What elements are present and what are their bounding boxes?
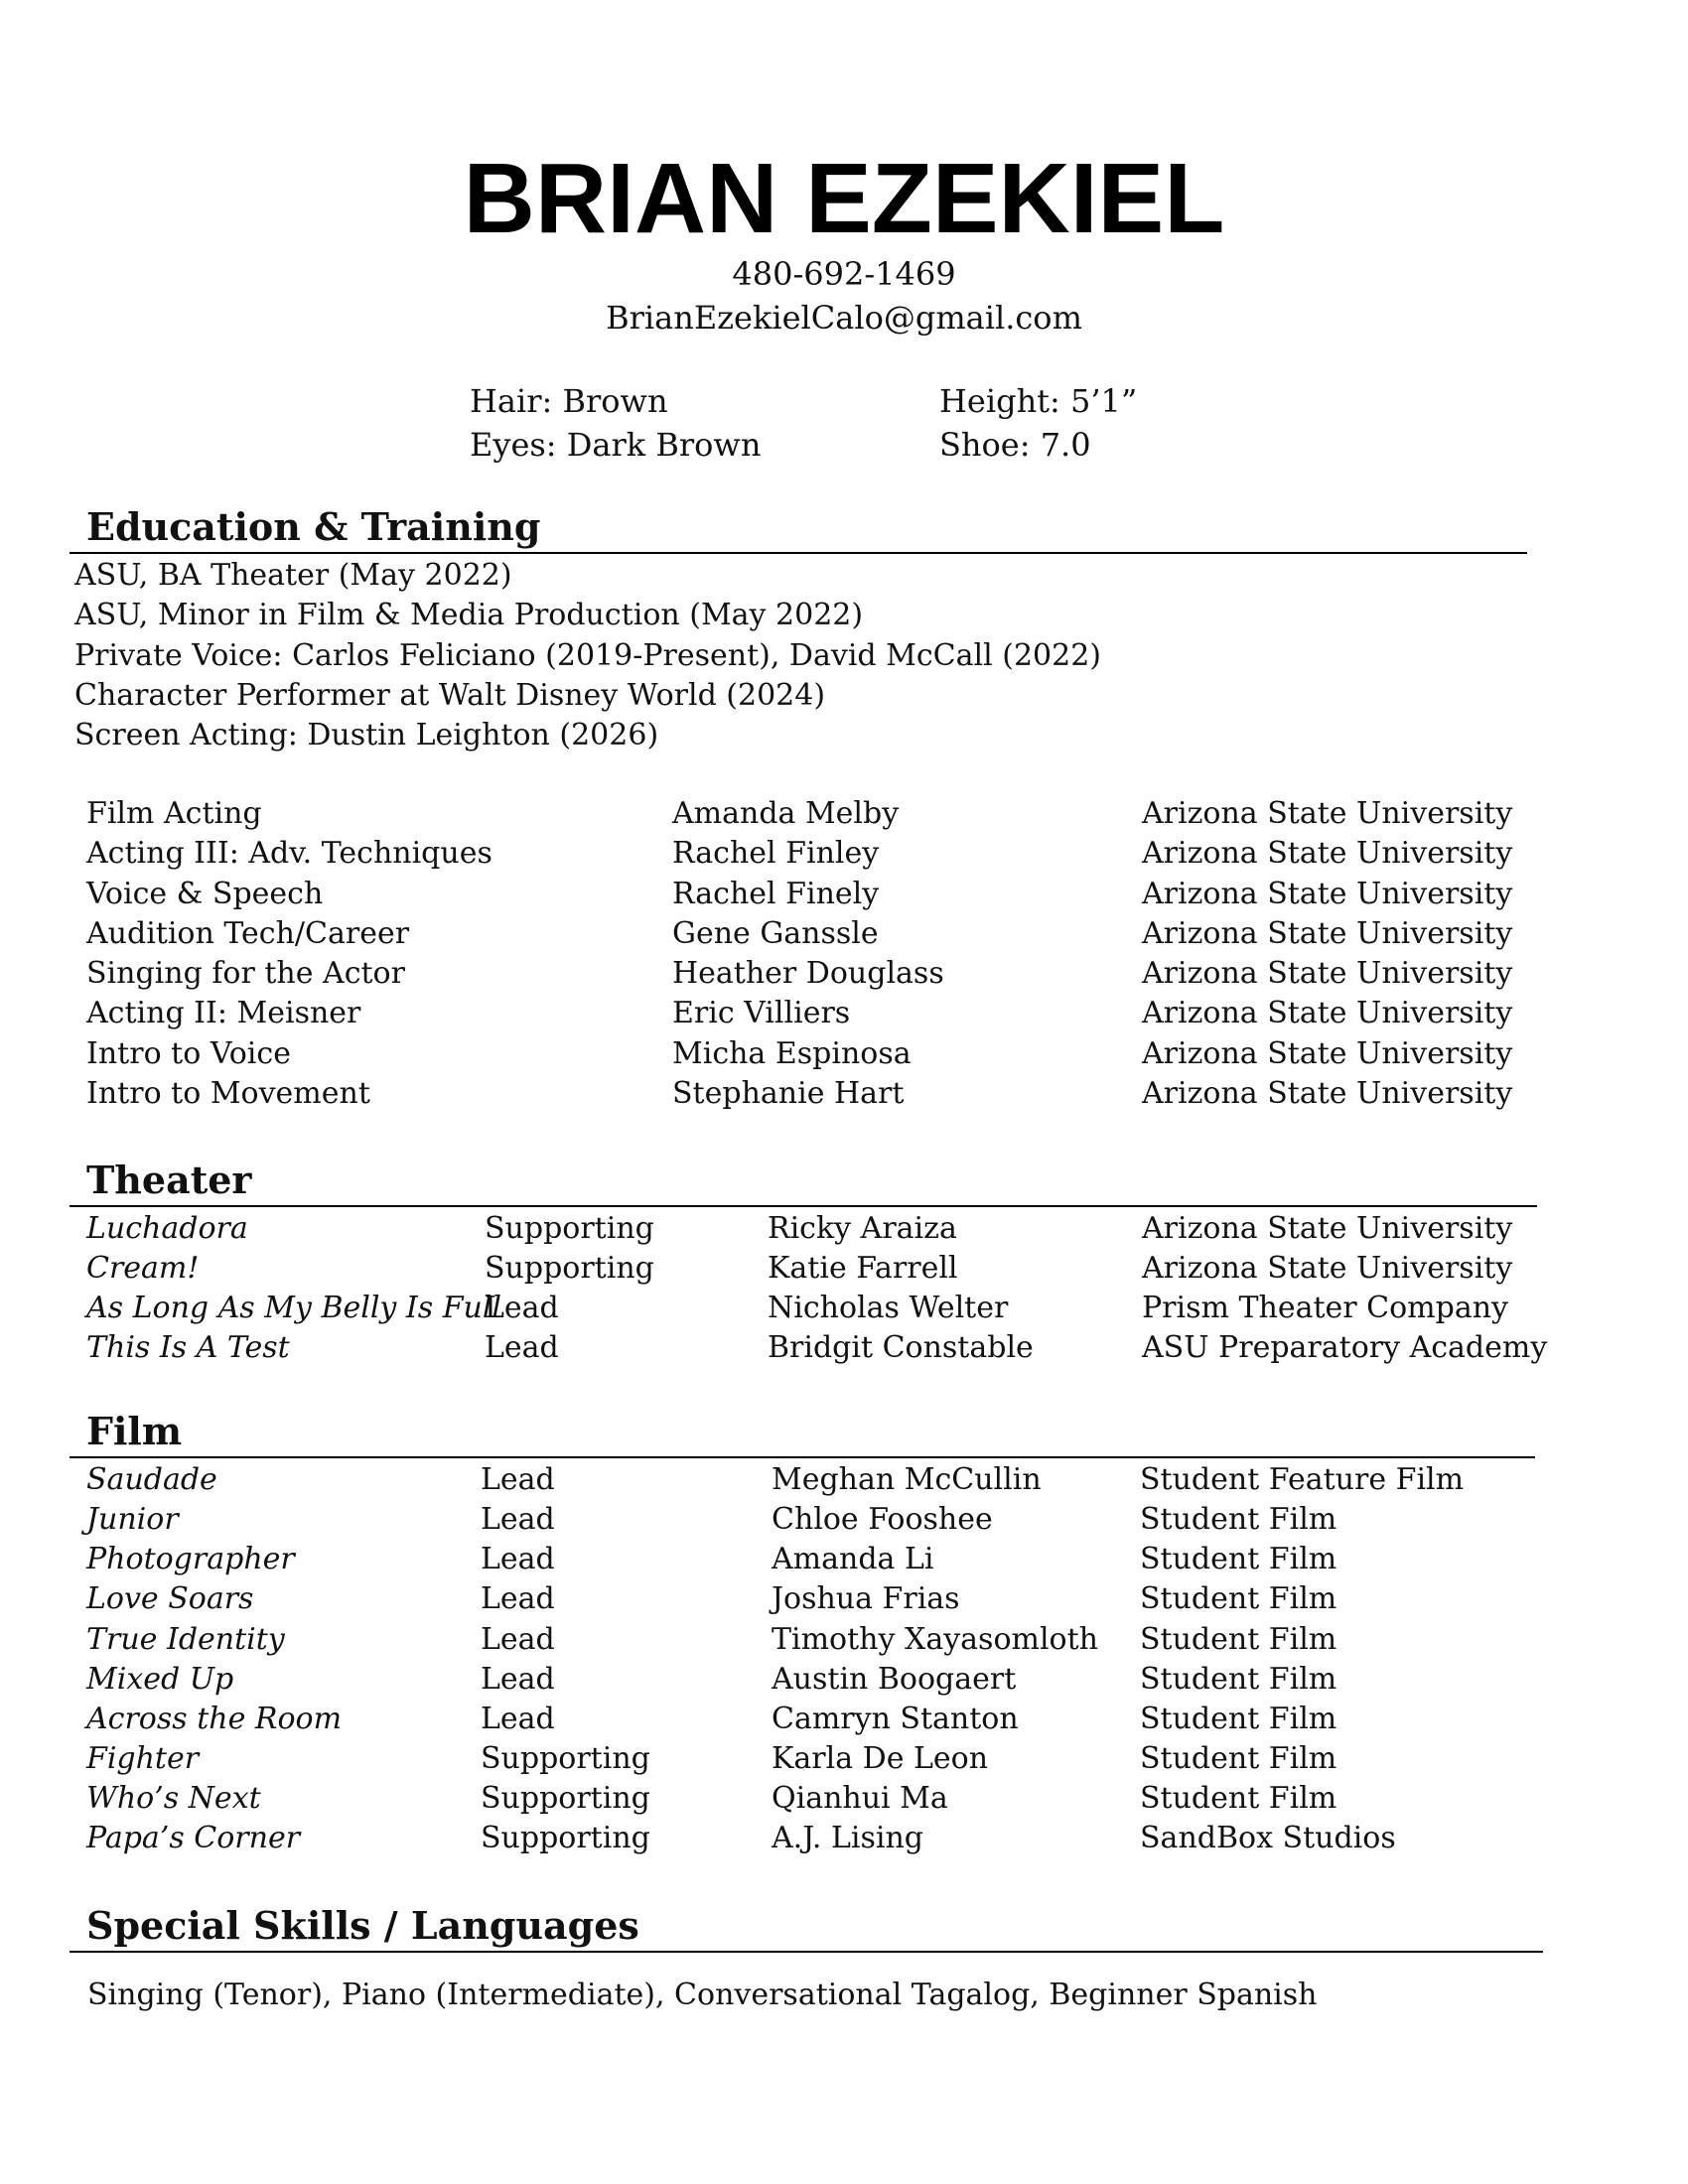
section-title-film: Film [86, 1409, 183, 1453]
stat-hair: Hair: Brown [470, 382, 668, 420]
class-institution: Arizona State University [1142, 956, 1513, 991]
director: Ricky Araiza [768, 1211, 957, 1246]
class-instructor: Heather Douglass [672, 956, 944, 991]
class-row [0, 1034, 1688, 1074]
role-type: Lead [485, 1330, 559, 1365]
production: Student Film [1140, 1662, 1337, 1697]
film-row [0, 1660, 1688, 1700]
section-title-education: Education & Training [86, 504, 541, 549]
production: SandBox Studios [1140, 1821, 1396, 1855]
phone-number: 480-692-1469 [732, 255, 956, 293]
education-item: ASU, BA Theater (May 2022) [74, 558, 512, 593]
production: Student Film [1140, 1741, 1337, 1776]
production: Student Film [1140, 1622, 1337, 1657]
production: Student Film [1140, 1542, 1337, 1576]
class-name: Acting III: Adv. Techniques [86, 836, 492, 871]
section-divider-film [70, 1456, 1535, 1458]
education-item: ASU, Minor in Film & Media Production (May 2022) [74, 598, 864, 632]
production: Student Film [1140, 1502, 1337, 1537]
role-type: Supporting [481, 1741, 650, 1776]
company: Arizona State University [1142, 1251, 1513, 1286]
film-row [0, 1739, 1688, 1779]
class-instructor: Amanda Melby [672, 796, 900, 831]
production: Student Film [1140, 1581, 1337, 1616]
theater-row [0, 1209, 1688, 1249]
director: Joshua Frias [772, 1581, 960, 1616]
role-type: Supporting [485, 1251, 654, 1286]
education-item: Screen Acting: Dustin Leighton (2026) [74, 718, 659, 752]
class-instructor: Gene Ganssle [672, 916, 879, 951]
class-name: Film Acting [86, 796, 262, 831]
skills-text: Singing (Tenor), Piano (Intermediate), Conversational Tagalog, Beginner Spanish [87, 1978, 1318, 2012]
director: Amanda Li [772, 1542, 934, 1576]
stat-eyes: Eyes: Dark Brown [470, 426, 762, 464]
film-title: Love Soars [86, 1581, 254, 1616]
production-title: This Is A Test [86, 1330, 290, 1365]
role-type: Lead [481, 1462, 555, 1497]
film-row [0, 1460, 1688, 1500]
class-instructor: Rachel Finely [672, 877, 880, 911]
class-instructor: Eric Villiers [672, 996, 851, 1030]
class-institution: Arizona State University [1142, 916, 1513, 951]
production-title: As Long As My Belly Is Full [86, 1291, 502, 1325]
company: Prism Theater Company [1142, 1291, 1508, 1325]
theater-row [0, 1249, 1688, 1289]
class-institution: Arizona State University [1142, 1076, 1513, 1111]
company: ASU Preparatory Academy [1142, 1330, 1548, 1365]
film-title: Across the Room [86, 1702, 343, 1736]
class-row [0, 994, 1688, 1033]
class-row [0, 1074, 1688, 1114]
email-address: BrianEzekielCalo@gmail.com [606, 299, 1082, 337]
film-row [0, 1819, 1688, 1858]
role-type: Lead [481, 1502, 555, 1537]
director: Austin Boogaert [772, 1662, 1017, 1697]
role-type: Lead [481, 1702, 555, 1736]
film-row [0, 1620, 1688, 1660]
class-name: Audition Tech/Career [86, 916, 410, 951]
film-title: Fighter [86, 1741, 200, 1776]
section-divider-skills [70, 1951, 1543, 1953]
class-name: Intro to Movement [86, 1076, 370, 1111]
director: A.J. Lising [772, 1821, 924, 1855]
class-row [0, 834, 1688, 874]
director: Karla De Leon [772, 1741, 989, 1776]
film-row [0, 1579, 1688, 1619]
film-row [0, 1500, 1688, 1540]
theater-row [0, 1289, 1688, 1328]
role-type: Lead [481, 1581, 555, 1616]
film-title: True Identity [86, 1622, 285, 1657]
theater-row [0, 1328, 1688, 1368]
section-title-theater: Theater [86, 1158, 252, 1202]
class-name: Acting II: Meisner [86, 996, 361, 1030]
production: Student Film [1140, 1702, 1337, 1736]
production: Student Feature Film [1140, 1462, 1465, 1497]
class-instructor: Stephanie Hart [672, 1076, 905, 1111]
class-row [0, 954, 1688, 994]
film-title: Papa’s Corner [86, 1821, 301, 1855]
role-type: Lead [481, 1622, 555, 1657]
film-row [0, 1700, 1688, 1739]
film-title: Who’s Next [86, 1781, 261, 1816]
class-name: Singing for the Actor [86, 956, 405, 991]
class-row [0, 794, 1688, 834]
resume-name: BRIAN EZEKIEL [463, 143, 1225, 254]
director: Meghan McCullin [772, 1462, 1042, 1497]
director: Nicholas Welter [768, 1291, 1009, 1325]
director: Chloe Fooshee [772, 1502, 993, 1537]
company: Arizona State University [1142, 1211, 1513, 1246]
stat-shoe: Shoe: 7.0 [939, 426, 1091, 464]
class-name: Intro to Voice [86, 1036, 291, 1071]
production: Student Film [1140, 1781, 1337, 1816]
director: Timothy Xayasomloth [772, 1622, 1098, 1657]
film-title: Saudade [86, 1462, 217, 1497]
class-institution: Arizona State University [1142, 836, 1513, 871]
class-name: Voice & Speech [86, 877, 324, 911]
film-title: Junior [86, 1502, 179, 1537]
production-title: Cream! [86, 1251, 200, 1286]
section-title-skills: Special Skills / Languages [86, 1903, 639, 1948]
role-type: Supporting [481, 1821, 650, 1855]
section-divider-education [70, 552, 1527, 554]
production-title: Luchadora [86, 1211, 248, 1246]
stat-height: Height: 5’1” [939, 382, 1138, 420]
director: Bridgit Constable [768, 1330, 1034, 1365]
film-title: Photographer [86, 1542, 295, 1576]
class-instructor: Micha Espinosa [672, 1036, 912, 1071]
role-type: Supporting [485, 1211, 654, 1246]
class-institution: Arizona State University [1142, 1036, 1513, 1071]
education-item: Character Performer at Walt Disney World (2024) [74, 678, 826, 713]
director: Camryn Stanton [772, 1702, 1019, 1736]
role-type: Lead [481, 1542, 555, 1576]
class-institution: Arizona State University [1142, 796, 1513, 831]
class-row [0, 875, 1688, 914]
director: Qianhui Ma [772, 1781, 948, 1816]
film-title: Mixed Up [86, 1662, 234, 1697]
film-row [0, 1540, 1688, 1579]
role-type: Supporting [481, 1781, 650, 1816]
class-instructor: Rachel Finley [672, 836, 880, 871]
director: Katie Farrell [768, 1251, 958, 1286]
film-row [0, 1779, 1688, 1819]
class-institution: Arizona State University [1142, 877, 1513, 911]
section-divider-theater [70, 1205, 1537, 1207]
role-type: Lead [485, 1291, 559, 1325]
class-institution: Arizona State University [1142, 996, 1513, 1030]
class-row [0, 914, 1688, 954]
education-item: Private Voice: Carlos Feliciano (2019-Present), David McCall (2022) [74, 638, 1101, 673]
role-type: Lead [481, 1662, 555, 1697]
